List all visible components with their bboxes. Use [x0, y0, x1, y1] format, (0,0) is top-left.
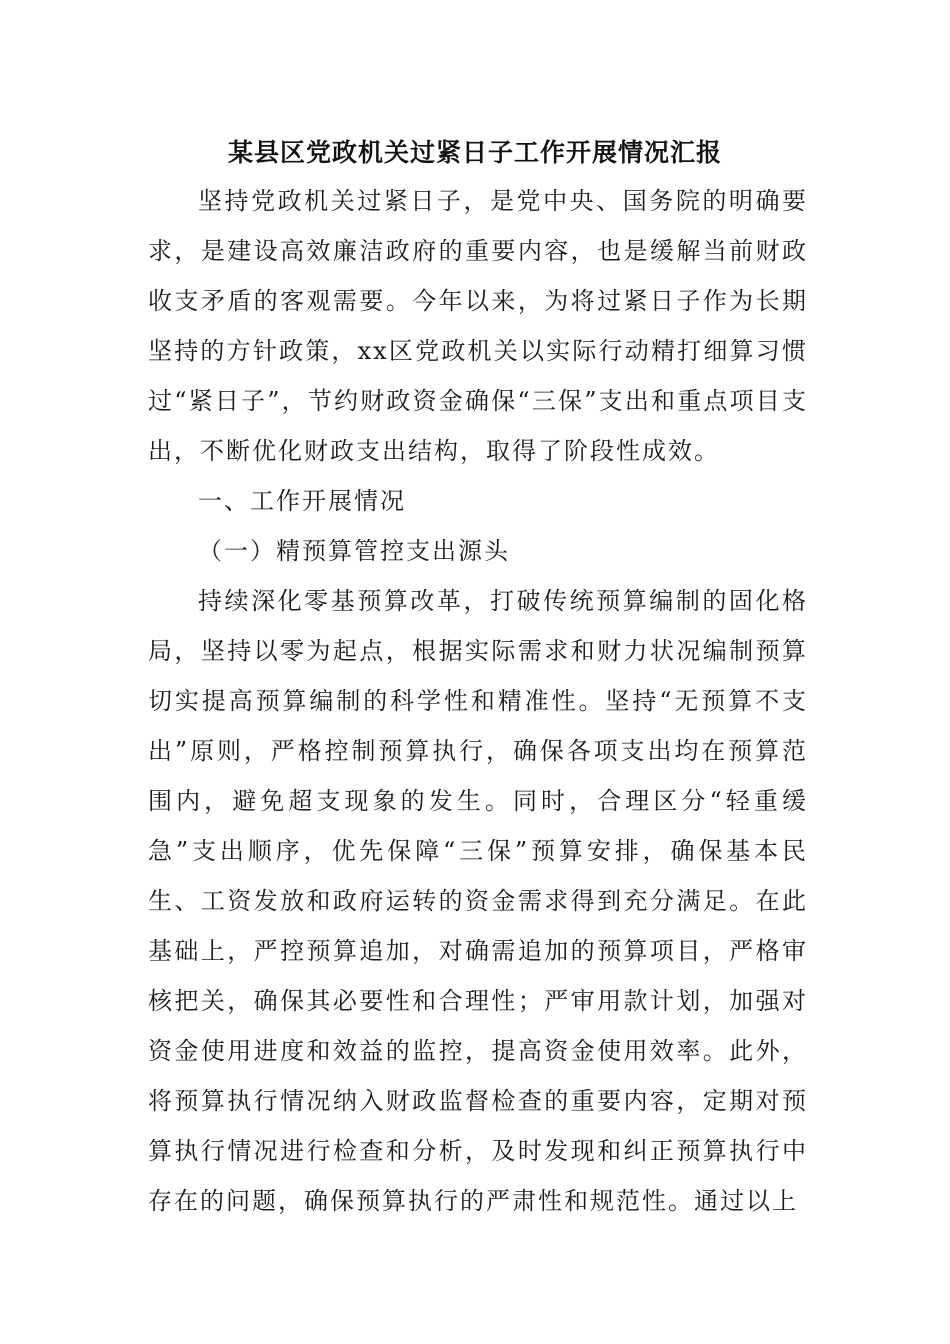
- intro-paragraph: 坚持党政机关过紧日子，是党中央、国务院的明确要求，是建设高效廉洁政府的重要内容，也是缓解当前财政收支矛盾的客观需要。今年以来，为将过紧日子作为长期坚持的方针政策，xx区党政机关以实际行动精打细算习惯过“紧日子”，节约财政资金确保“三保”支出和重点项目支出，不断优化财政支出结构，取得了阶段性成效。: [148, 187, 808, 465]
- subsection-heading: （一）精预算管控支出源头: [198, 537, 510, 565]
- section-heading: 一、工作开展情况: [198, 487, 406, 515]
- document-title: 某县区党政机关过紧日子工作开展情况汇报: [227, 138, 722, 167]
- budget-control-paragraph: 持续深化零基预算改革，打破传统预算编制的固化格局，坚持以零为起点，根据实际需求和财力状况编制预算切实提高预算编制的科学性和精准性。坚持“无预算不支出”原则，严格控制预算执行，确保各项支出均在预算范围内，避免超支现象的发生。同时，合理区分“轻重缓急”支出顺序，优先保障“三保”预算安排，确保基本民生、工资发放和政府运转的资金需求得到充分满足。在此基础上，严控预算追加，对确需追加的预算项目，严格审核把关，确保其必要性和合理性；严审用款计划，加强对资金使用进度和效益的监控，提高资金使用效率。此外，将预算执行情况纳入财政监督检查的重要内容，定期对预算执行情况进行检查和分析，及时发现和纠正预算执行中存在的问题，确保预算执行的严肃性和规范性。通过以上: [148, 587, 808, 1215]
